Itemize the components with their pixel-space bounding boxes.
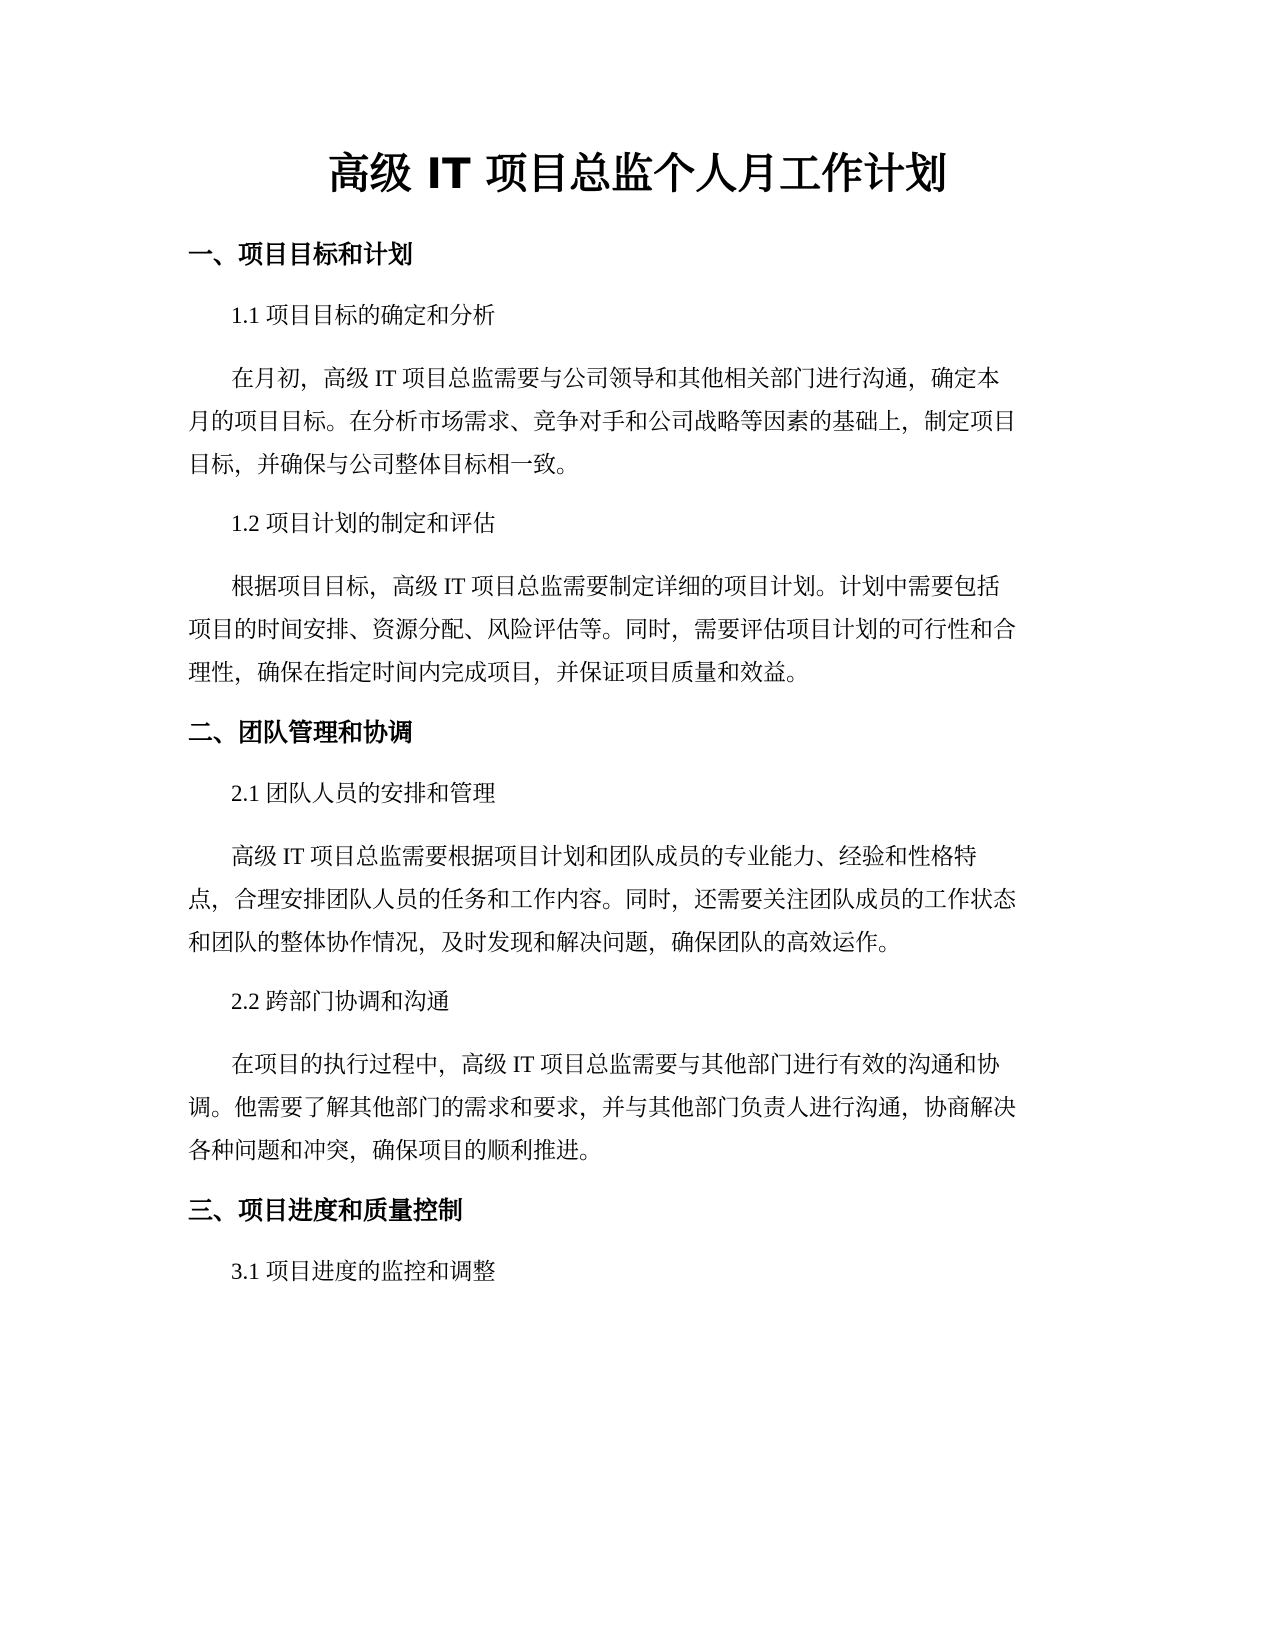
paragraph-line: 各种问题和冲突，确保项目的顺利推进。 (188, 1138, 602, 1163)
paragraph-line: 和团队的整体协作情况，及时发现和解决问题，确保团队的高效运作。 (188, 930, 901, 955)
paragraph-line: 项目的时间安排、资源分配、风险评估等。同时，需要评估项目计划的可行性和合 (188, 617, 1016, 642)
subsection-heading-2-1: 2.1 团队人员的安排和管理 (231, 781, 496, 806)
paragraph-line: 在月初，高级 IT 项目总监需要与公司领导和其他相关部门进行沟通，确定本 (231, 366, 1000, 391)
section-heading-2: 二、团队管理和协调 (188, 718, 414, 747)
section-heading-3: 三、项目进度和质量控制 (188, 1196, 464, 1225)
paragraph-line: 高级 IT 项目总监需要根据项目计划和团队成员的专业能力、经验和性格特 (231, 844, 977, 869)
subsection-heading-3-1: 3.1 项目进度的监控和调整 (231, 1259, 496, 1284)
subsection-heading-2-2: 2.2 跨部门协调和沟通 (231, 989, 450, 1014)
paragraph-1-1 (188, 357, 1088, 486)
paragraph-2-1 (188, 835, 1088, 964)
paragraph-line: 在项目的执行过程中，高级 IT 项目总监需要与其他部门进行有效的沟通和协 (231, 1052, 1000, 1077)
subsection-heading-1-1: 1.1 项目目标的确定和分析 (231, 303, 496, 328)
paragraph-1-2 (188, 565, 1088, 694)
paragraph-2-2 (188, 1043, 1088, 1172)
paragraph-line: 理性，确保在指定时间内完成项目，并保证项目质量和效益。 (188, 660, 809, 685)
paragraph-line: 目标，并确保与公司整体目标相一致。 (188, 452, 579, 477)
paragraph-line: 点，合理安排团队人员的任务和工作内容。同时，还需要关注团队成员的工作状态 (188, 887, 1016, 912)
subsection-heading-1-2: 1.2 项目计划的制定和评估 (231, 511, 496, 536)
paragraph-line: 月的项目目标。在分析市场需求、竞争对手和公司战略等因素的基础上，制定项目 (188, 409, 1016, 434)
paragraph-line: 根据项目目标，高级 IT 项目总监需要制定详细的项目计划。计划中需要包括 (231, 574, 1000, 599)
section-heading-1: 一、项目目标和计划 (188, 240, 414, 269)
document-title: 高级 IT 项目总监个人月工作计划 (327, 149, 948, 198)
paragraph-line: 调。他需要了解其他部门的需求和要求，并与其他部门负责人进行沟通，协商解决 (188, 1095, 1016, 1120)
